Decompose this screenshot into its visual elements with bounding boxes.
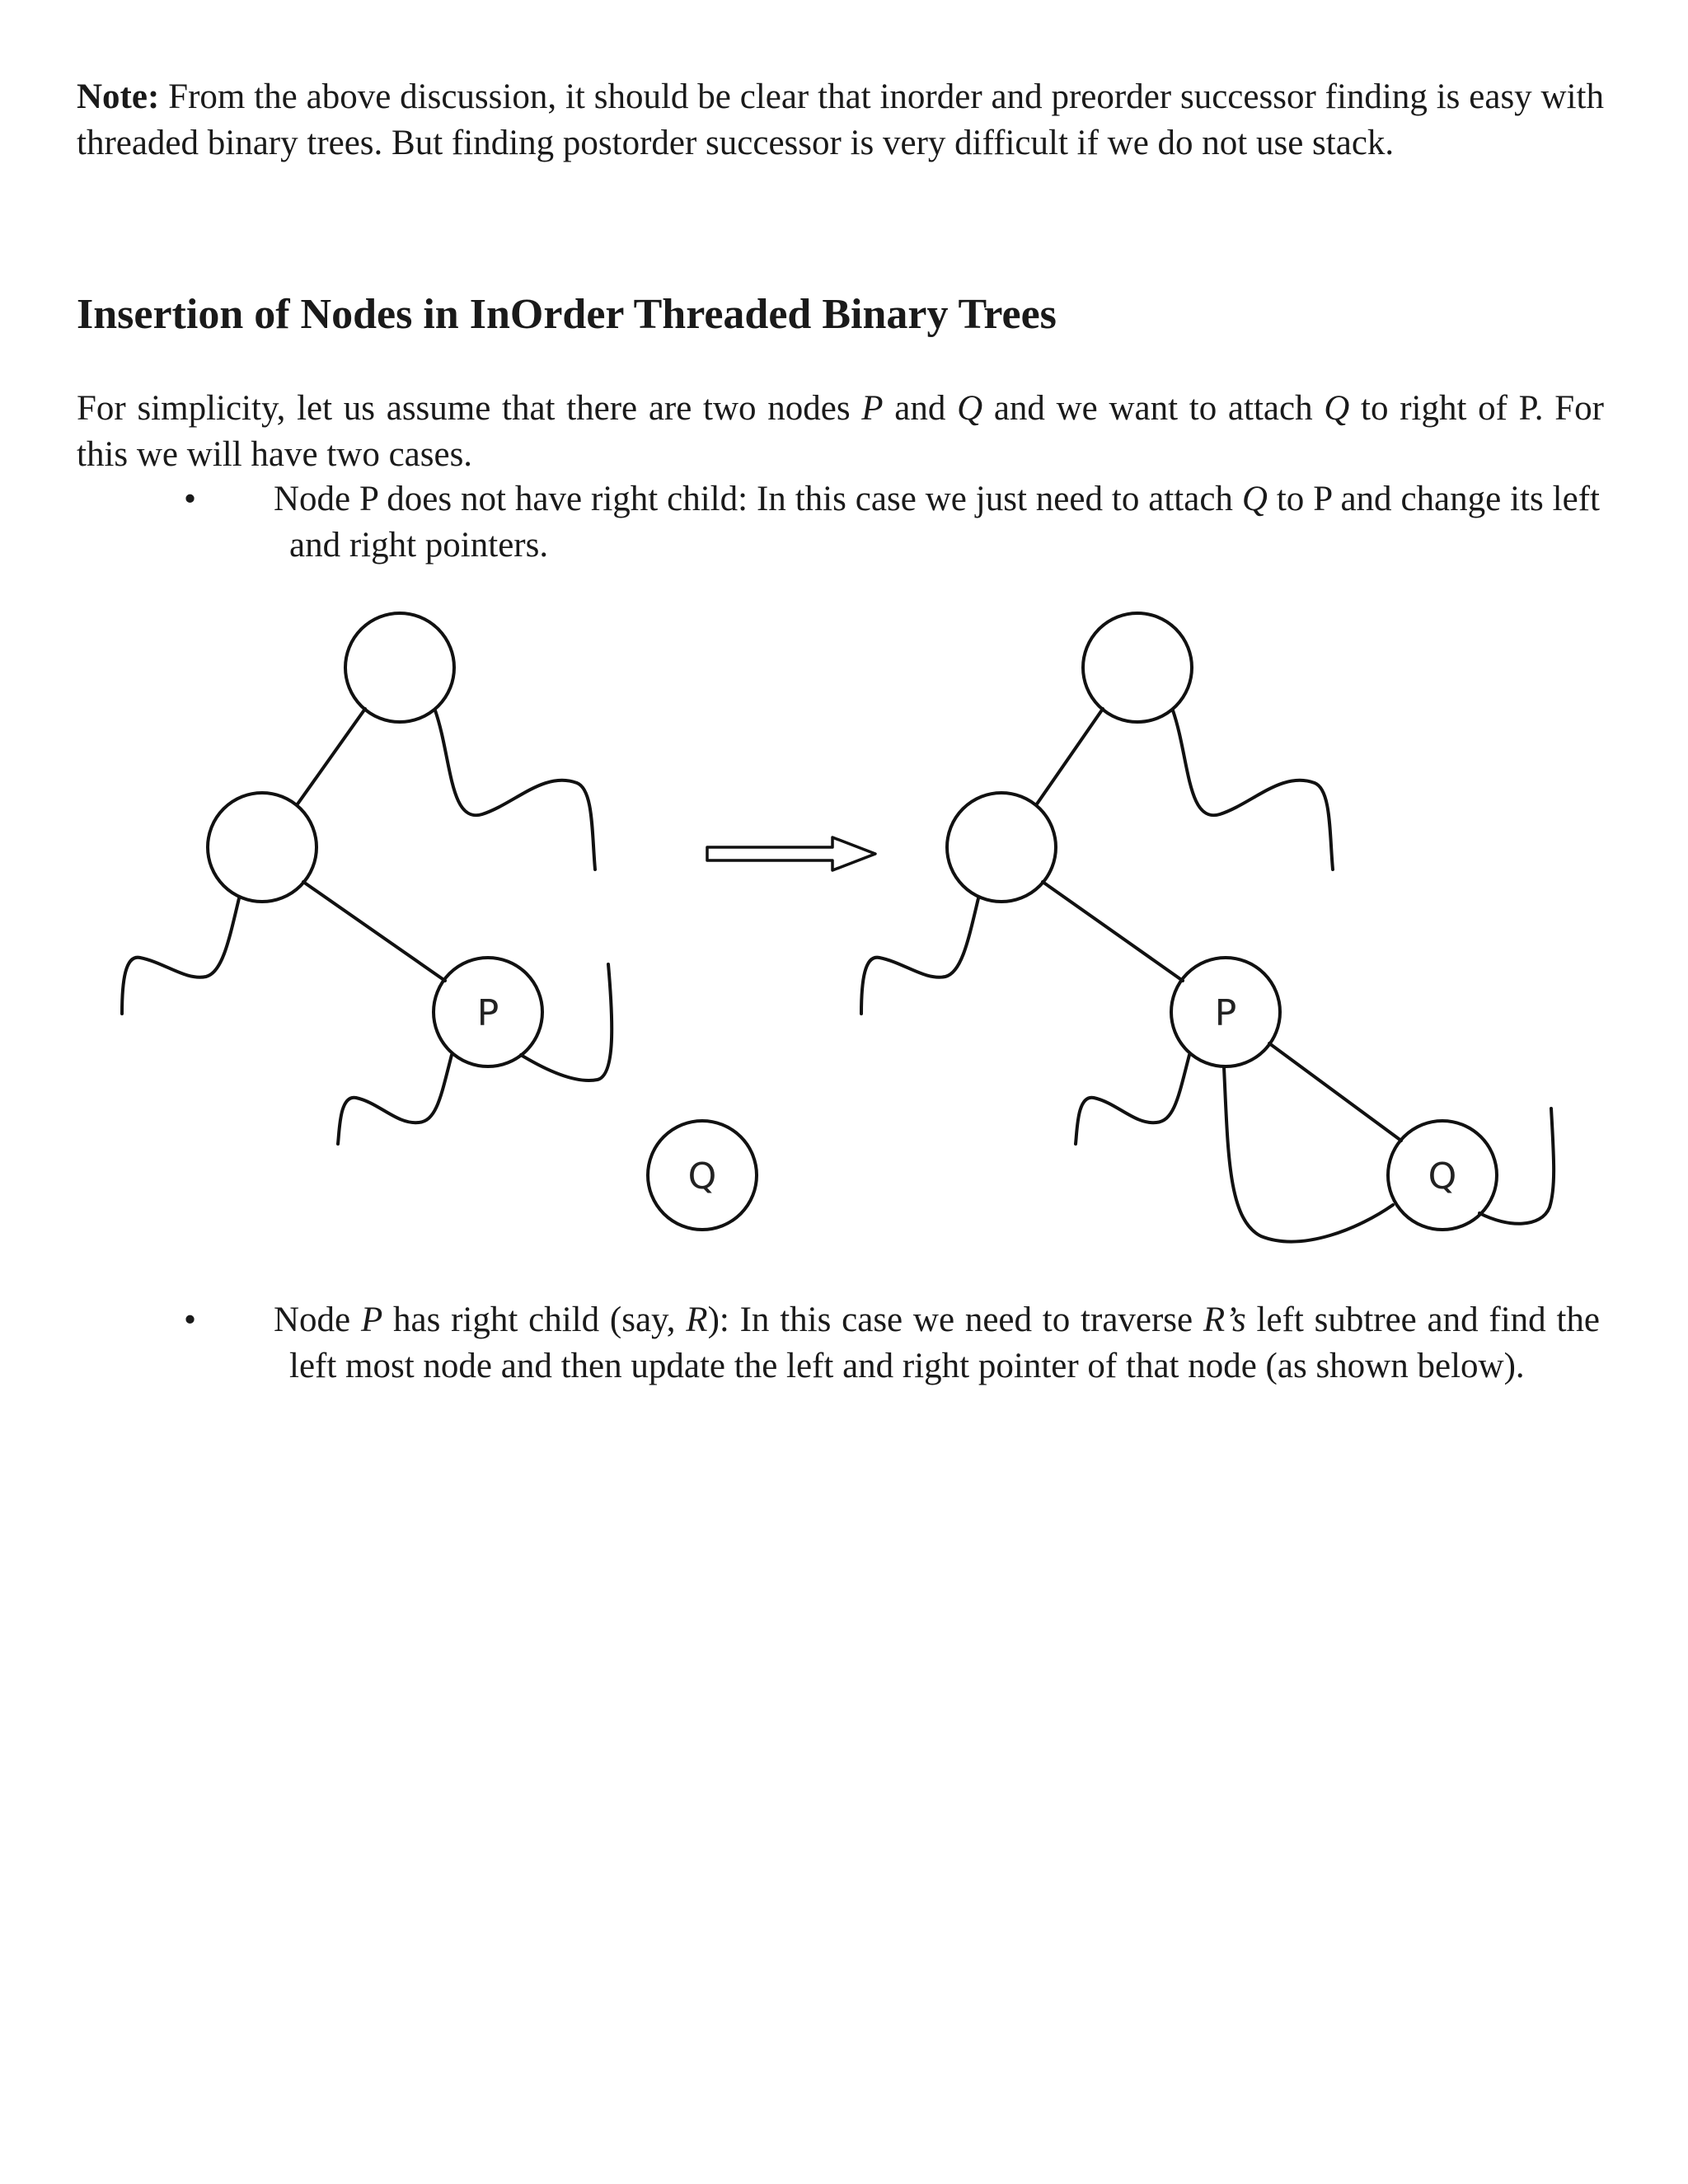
intro-text: and [883, 389, 958, 428]
left-child-node [208, 793, 316, 902]
left-child-node [947, 793, 1056, 902]
intro-p: P [861, 389, 884, 428]
bullet-text-part: ): In this case we need to traverse [707, 1301, 1203, 1339]
bullet-text-part: Node P does not have right child: In this case we just need to attach [274, 480, 1242, 518]
intro-text: and we want to attach [982, 389, 1325, 428]
bullet-text [274, 1297, 1600, 1390]
note-label: Note: [77, 77, 160, 116]
bullet-text-part: to P and change its left and right pointers. [289, 480, 1600, 565]
transform-arrow-icon [707, 837, 875, 870]
left-left-subtree [122, 898, 239, 1014]
bullet-icon: • [184, 1301, 197, 1339]
bullet-r-possessive: R’s [1203, 1301, 1246, 1339]
p-left-subtree [1076, 1055, 1189, 1144]
edge-root-left [297, 709, 365, 805]
note-paragraph [77, 74, 1604, 166]
root-node [345, 613, 454, 722]
edge-left-p [1043, 882, 1183, 981]
note-text: From the above discussion, it should be clear that inorder and preorder successor finding is easy with threaded binary trees. But finding postorder successor is very difficult if we do not use stack. [77, 77, 1604, 162]
root-node [1083, 613, 1192, 722]
intro-text: to right of P. For this we will have two cases. [77, 389, 1604, 474]
intro-q: Q [957, 389, 983, 428]
p-node-label: P [1214, 992, 1237, 1034]
bullet-text [274, 476, 1600, 569]
intro-q: Q [1324, 389, 1350, 428]
bullet-q: Q [1241, 480, 1268, 518]
p-left-subtree [338, 1055, 452, 1144]
bullet-r: R [686, 1301, 708, 1339]
edge-p-q [1269, 1043, 1401, 1141]
q-left-thread [1224, 1067, 1393, 1241]
before-tree [122, 613, 757, 1230]
edge-left-p [303, 882, 445, 981]
edge-root-left [1036, 709, 1103, 805]
root-right-subtree [435, 710, 595, 869]
bullet-text-part: left subtree and find the left most node and then update the left and right pointer of that node (as shown below). [289, 1301, 1601, 1385]
q-node-label: Q [687, 1155, 717, 1197]
bullet-item-has-right-child [184, 1297, 1600, 1390]
q-node-label: Q [1428, 1155, 1457, 1197]
section-heading: Insertion of Nodes in InOrder Threaded Binary Trees [77, 291, 1057, 338]
insertion-diagram [0, 593, 1688, 1269]
root-right-subtree [1173, 710, 1333, 869]
intro-paragraph [77, 386, 1604, 478]
bullet-item-no-right-child [184, 476, 1600, 569]
q-right-thread [1479, 1108, 1554, 1224]
after-tree [861, 613, 1554, 1241]
intro-text: For simplicity, let us assume that there are two nodes [77, 389, 862, 428]
left-left-subtree [861, 898, 978, 1014]
bullet-text-part: Node [274, 1301, 361, 1339]
bullet-p: P [360, 1301, 383, 1339]
bullet-text-part: has right child (say, [382, 1301, 687, 1339]
bullet-icon: • [184, 480, 197, 518]
p-node-label: P [476, 992, 499, 1034]
